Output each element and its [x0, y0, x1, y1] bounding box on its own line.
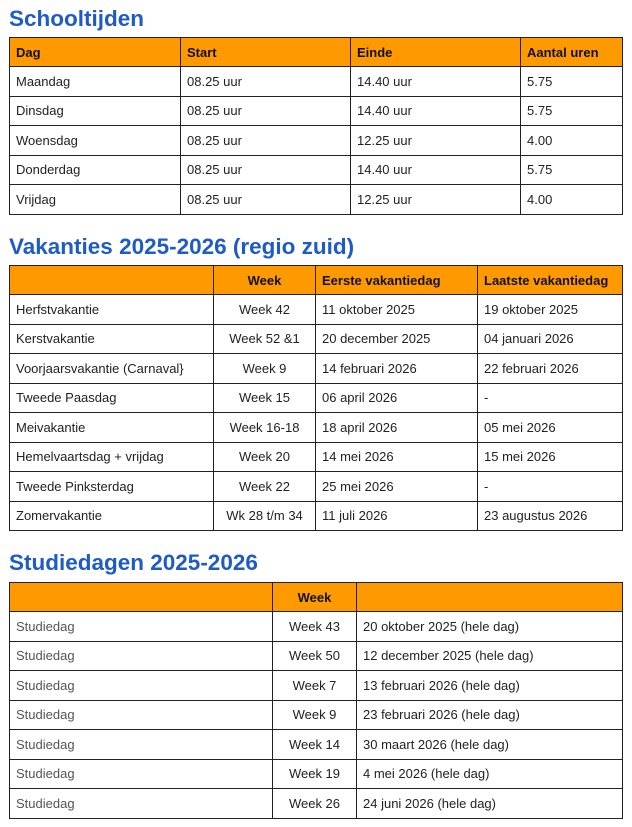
cell-week: Week 19	[273, 759, 357, 789]
studiedagen-section	[9, 550, 622, 576]
table-row	[10, 67, 623, 97]
cell-einde: 14.40 uur	[351, 67, 521, 97]
cell-type: Studiedag	[10, 671, 273, 701]
table-row	[10, 383, 623, 413]
table-row	[10, 789, 623, 819]
cell-eerste-dag: 06 april 2026	[316, 383, 478, 413]
cell-laatste-dag: 19 oktober 2025	[478, 295, 623, 325]
cell-week: Week 16-18	[214, 413, 316, 443]
cell-vakantie: Tweede Paasdag	[10, 383, 214, 413]
cell-week: Week 43	[273, 612, 357, 642]
table-row	[10, 354, 623, 384]
cell-type: Studiedag	[10, 789, 273, 819]
table-row	[10, 472, 623, 502]
cell-einde: 12.25 uur	[351, 126, 521, 156]
cell-laatste-dag: 04 januari 2026	[478, 324, 623, 354]
table-row	[10, 700, 623, 730]
table-row	[10, 126, 623, 156]
vakanties-table	[9, 265, 623, 531]
cell-type: Studiedag	[10, 641, 273, 671]
table-row	[10, 324, 623, 354]
cell-datum: 24 juni 2026 (hele dag)	[357, 789, 623, 819]
table-header-row	[10, 583, 623, 612]
table-row	[10, 730, 623, 760]
cell-start: 08.25 uur	[181, 96, 351, 126]
cell-dag: Maandag	[10, 67, 181, 97]
table-row	[10, 612, 623, 642]
cell-datum: 12 december 2025 (hele dag)	[357, 641, 623, 671]
cell-eerste-dag: 14 februari 2026	[316, 354, 478, 384]
header-einde: Einde	[351, 38, 521, 67]
cell-dag: Donderdag	[10, 155, 181, 185]
schooltijden-title: Schooltijden	[9, 6, 144, 31]
cell-vakantie: Hemelvaartsdag + vrijdag	[10, 442, 214, 472]
cell-type: Studiedag	[10, 759, 273, 789]
cell-vakantie: Meivakantie	[10, 413, 214, 443]
cell-type: Studiedag	[10, 700, 273, 730]
cell-start: 08.25 uur	[181, 155, 351, 185]
cell-datum: 4 mei 2026 (hele dag)	[357, 759, 623, 789]
cell-uren: 5.75	[521, 155, 623, 185]
cell-uren: 5.75	[521, 96, 623, 126]
schooltijden-table-wrap	[9, 37, 622, 215]
cell-laatste-dag: -	[478, 472, 623, 502]
cell-type: Studiedag	[10, 730, 273, 760]
cell-week: Week 20	[214, 442, 316, 472]
cell-einde: 12.25 uur	[351, 185, 521, 215]
cell-dag: Dinsdag	[10, 96, 181, 126]
cell-uren: 4.00	[521, 126, 623, 156]
cell-eerste-dag: 25 mei 2026	[316, 472, 478, 502]
cell-eerste-dag: 14 mei 2026	[316, 442, 478, 472]
cell-vakantie: Herfstvakantie	[10, 295, 214, 325]
cell-start: 08.25 uur	[181, 185, 351, 215]
vakanties-table-wrap	[9, 265, 622, 531]
table-row	[10, 185, 623, 215]
header-aantal-uren: Aantal uren	[521, 38, 623, 67]
header-datum	[357, 583, 623, 612]
table-row	[10, 501, 623, 531]
cell-week: Week 26	[273, 789, 357, 819]
cell-laatste-dag: 05 mei 2026	[478, 413, 623, 443]
cell-eerste-dag: 18 april 2026	[316, 413, 478, 443]
table-row	[10, 295, 623, 325]
table-row	[10, 671, 623, 701]
table-row	[10, 641, 623, 671]
table-header-row	[10, 266, 623, 295]
vakanties-section	[9, 234, 622, 260]
table-row	[10, 96, 623, 126]
schooltijden-section	[9, 6, 622, 32]
header-laatste-vakantiedag: Laatste vakantiedag	[478, 266, 623, 295]
vakanties-title: Vakanties 2025-2026 (regio zuid)	[9, 234, 355, 259]
cell-dag: Woensdag	[10, 126, 181, 156]
cell-laatste-dag: -	[478, 383, 623, 413]
header-start: Start	[181, 38, 351, 67]
cell-week: Week 22	[214, 472, 316, 502]
table-row	[10, 155, 623, 185]
cell-start: 08.25 uur	[181, 126, 351, 156]
schooltijden-table	[9, 37, 623, 215]
cell-week: Week 15	[214, 383, 316, 413]
cell-einde: 14.40 uur	[351, 96, 521, 126]
cell-type: Studiedag	[10, 612, 273, 642]
cell-start: 08.25 uur	[181, 67, 351, 97]
cell-einde: 14.40 uur	[351, 155, 521, 185]
studiedagen-title: Studiedagen 2025-2026	[9, 550, 258, 575]
cell-laatste-dag: 22 februari 2026	[478, 354, 623, 384]
cell-uren: 4.00	[521, 185, 623, 215]
cell-vakantie: Tweede Pinksterdag	[10, 472, 214, 502]
cell-vakantie: Zomervakantie	[10, 501, 214, 531]
table-row	[10, 413, 623, 443]
cell-week: Week 9	[273, 700, 357, 730]
table-row	[10, 759, 623, 789]
cell-laatste-dag: 15 mei 2026	[478, 442, 623, 472]
cell-week: Week 9	[214, 354, 316, 384]
cell-laatste-dag: 23 augustus 2026	[478, 501, 623, 531]
cell-week: Wk 28 t/m 34	[214, 501, 316, 531]
cell-dag: Vrijdag	[10, 185, 181, 215]
cell-eerste-dag: 11 oktober 2025	[316, 295, 478, 325]
table-row	[10, 442, 623, 472]
cell-eerste-dag: 11 juli 2026	[316, 501, 478, 531]
table-header-row	[10, 38, 623, 67]
header-type	[10, 583, 273, 612]
cell-vakantie: Kerstvakantie	[10, 324, 214, 354]
studiedagen-table-wrap	[9, 582, 622, 819]
cell-uren: 5.75	[521, 67, 623, 97]
header-dag: Dag	[10, 38, 181, 67]
cell-week: Week 50	[273, 641, 357, 671]
header-vakantie	[10, 266, 214, 295]
cell-datum: 20 oktober 2025 (hele dag)	[357, 612, 623, 642]
cell-datum: 30 maart 2026 (hele dag)	[357, 730, 623, 760]
cell-week: Week 42	[214, 295, 316, 325]
cell-week: Week 7	[273, 671, 357, 701]
cell-week: Week 14	[273, 730, 357, 760]
cell-datum: 23 februari 2026 (hele dag)	[357, 700, 623, 730]
cell-week: Week 52 &1	[214, 324, 316, 354]
header-week: Week	[273, 583, 357, 612]
header-eerste-vakantiedag: Eerste vakantiedag	[316, 266, 478, 295]
cell-vakantie: Voorjaarsvakantie (Carnaval}	[10, 354, 214, 384]
cell-eerste-dag: 20 december 2025	[316, 324, 478, 354]
header-week: Week	[214, 266, 316, 295]
studiedagen-table	[9, 582, 623, 819]
cell-datum: 13 februari 2026 (hele dag)	[357, 671, 623, 701]
